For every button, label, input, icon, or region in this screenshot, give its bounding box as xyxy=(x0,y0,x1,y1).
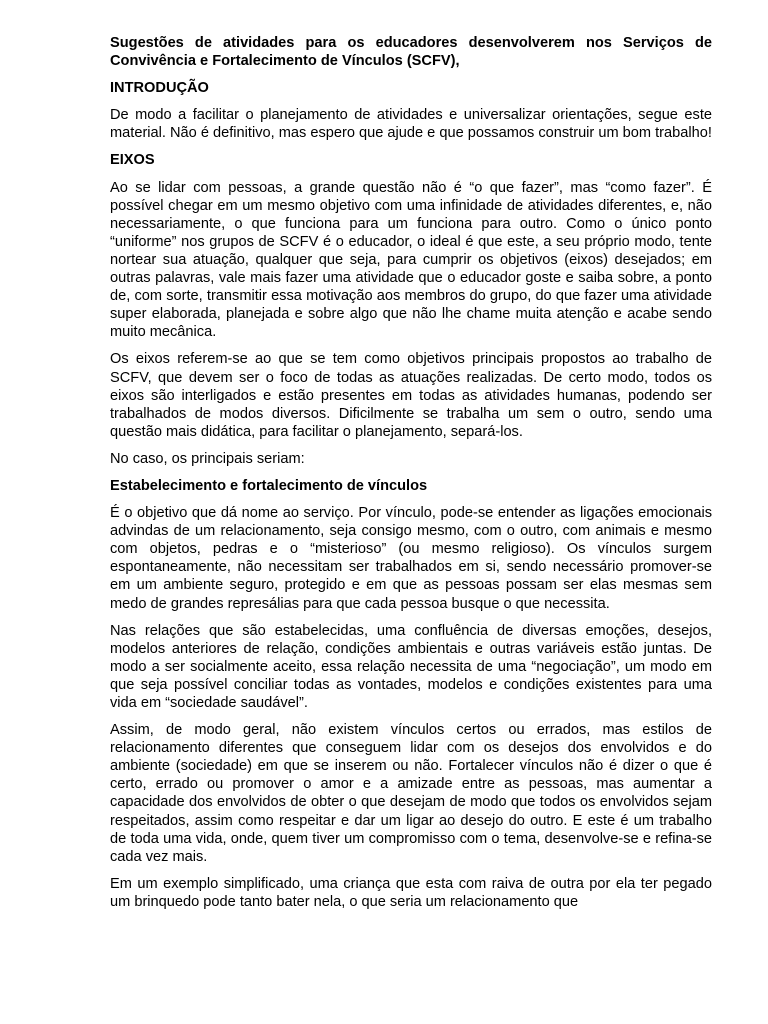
intro-paragraph: De modo a facilitar o planejamento de atividades e universalizar orientações, segue este material. Não é definitivo, mas espero que ajude e que possamos construir um bom trabalho! xyxy=(110,107,712,142)
heading-vinculos: Estabelecimento e fortalecimento de vínculos xyxy=(110,477,428,494)
vinculos-paragraph-3: Assim, de modo geral, não existem vínculos certos ou errados, mas estilos de relacionamento diferentes que conseguem lidar com os desejos dos envolvidos e do ambiente (sociedade) em que se inserem ou não. Fortalecer vínculos não é dizer o que é certo, errado ou promover o amor e a amizade entre as pessoas, mas aumentar a capacidade dos envolvidos de obter o que desejam de modo que todos os envolvidos sejam respeitados, assim como respeitar e dar um ligar ao desejo do outro. E este é um trabalho de toda uma vida, onde, quem tiver um compromisso com o tema, desenvolve-se e refina-se cada vez mais. xyxy=(110,722,712,865)
document-page xyxy=(110,34,712,920)
document-title: Sugestões de atividades para os educadores desenvolverem nos Serviços de Convivência e Fortalecimento de Vínculos (SCFV), xyxy=(110,35,712,70)
heading-introducao: INTRODUÇÃO xyxy=(110,80,209,97)
eixos-paragraph-1: Ao se lidar com pessoas, a grande questão não é “o que fazer”, mas “como fazer”. É possível chegar em um mesmo objetivo com uma infinidade de atividades diferentes, e, não necessariamente, o que funciona para um funciona para outro. Como o único ponto “uniforme” nos grupos de SCFV é o educador, o ideal é que este, a seu próprio modo, tente nortear sua atuação, qualquer que seja, para cumprir os objetivos (eixos) desejados; em outras palavras, vale mais fazer uma atividade que o educador goste e saiba sobre, a ponto de, com sorte, transmitir essa motivação aos membros do grupo, do que fazer uma atividade super elaborada, planejada e sobre algo que não lhe chame muita atenção e acabe sendo muito mecânica. xyxy=(110,179,712,341)
vinculos-paragraph-4: Em um exemplo simplificado, uma criança que esta com raiva de outra por ela ter pegado um brinquedo pode tanto bater nela, o que seria um relacionamento que xyxy=(110,875,712,910)
heading-eixos: EIXOS xyxy=(110,152,155,169)
vinculos-paragraph-1: É o objetivo que dá nome ao serviço. Por vínculo, pode-se entender as ligações emocionais advindas de um relacionamento, seja consigo mesmo, com o outro, com animais e mesmo com objetos, pedras e o “misterioso” (ou mesmo religioso). Os vínculos surgem espontaneamente, não necessitam ser trabalhados em si, sendo necessário promover-se em um ambiente seguro, protegido e em que as pessoas possam ser elas mesmas sem medo de grandes represálias para que cada pessoa busque o que necessita. xyxy=(110,505,712,612)
eixos-paragraph-2: Os eixos referem-se ao que se tem como objetivos principais propostos ao trabalho de SCFV, que devem ser o foco de todas as atuações realizadas. De certo modo, todos os eixos são interligados e estão presentes em todas as atividades humanas, podendo ser trabalhados de modos diversos. Dificilmente se trabalha um sem o outro, sendo uma questão mais didática, para facilitar o planejamento, separá-los. xyxy=(110,351,712,440)
vinculos-paragraph-2: Nas relações que são estabelecidas, uma confluência de diversas emoções, desejos, modelos anteriores de relação, condições ambientais e outras variáveis estão juntas. De modo a ser socialmente aceito, essa relação necessita de uma “negociação”, um modo em que seja possível conciliar todas as vontades, modelos e condições existentes para uma vida em “sociedade saudável”. xyxy=(110,622,712,711)
eixos-paragraph-3: No caso, os principais seriam: xyxy=(110,450,305,467)
